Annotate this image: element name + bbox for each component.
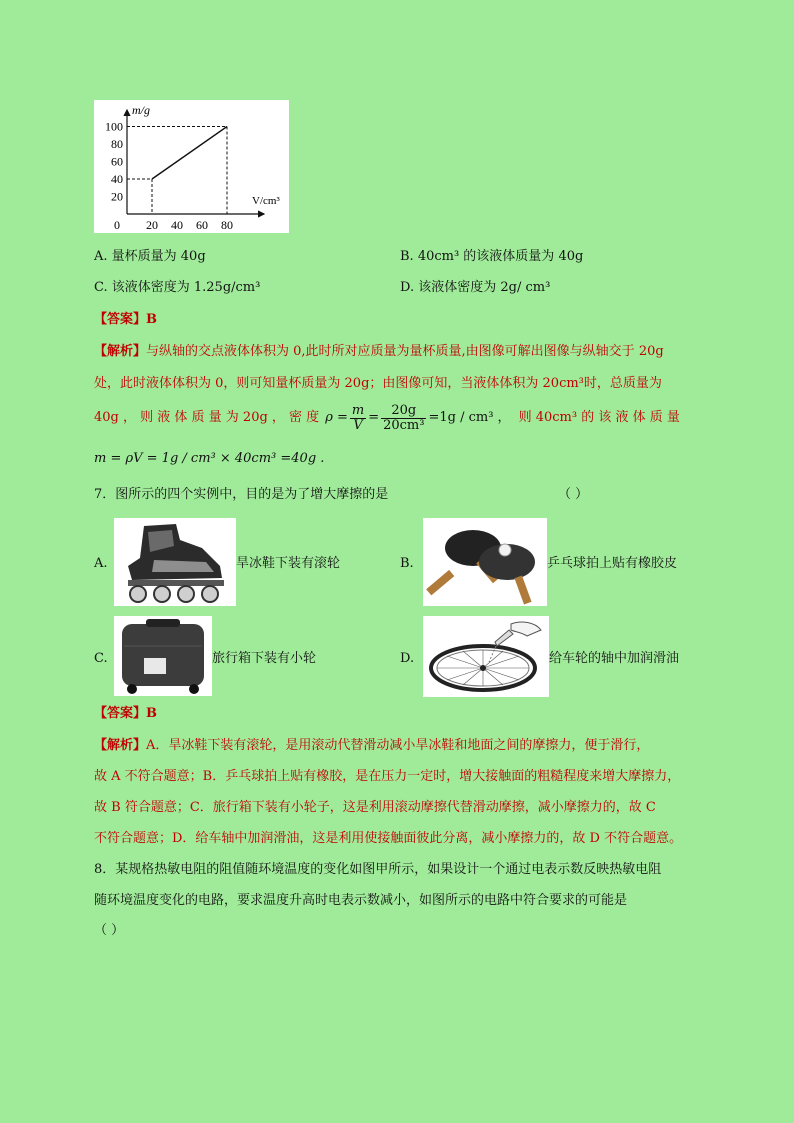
q6-analysis-line3a: 40g ， 则 液 体 质 量 为 20g ， 密 度 bbox=[94, 410, 320, 425]
q7-answer: 【答案】B bbox=[94, 706, 157, 721]
q6-option-d: D. 该液体密度为 2g/ cm³ bbox=[400, 280, 551, 295]
q6-option-b: B. 40cm³ 的该液体质量为 40g bbox=[400, 249, 584, 264]
q7-option-a-text: 旱冰鞋下装有滚轮 bbox=[236, 556, 341, 571]
q7-analysis-line1 bbox=[94, 737, 649, 755]
equals-sign: = bbox=[368, 410, 380, 425]
q6-analysis-line1 bbox=[94, 343, 664, 361]
q7-option-b-text: 乒乓球拍上贴有橡胶皮 bbox=[547, 556, 678, 571]
x-tick-label: 60 bbox=[196, 218, 208, 232]
q7-option-b-letter: B. bbox=[400, 556, 414, 571]
q8-line2: 随环境温度变化的电路，要求温度升高时电表示数减小，如图所示的电路中符合要求的可能是 bbox=[94, 893, 628, 908]
density-result: =1g / cm³ ， bbox=[428, 410, 511, 425]
suitcase-image bbox=[114, 616, 212, 696]
q7-option-c-text: 旅行箱下装有小轮 bbox=[212, 651, 317, 666]
frac2-num: 20g bbox=[381, 404, 426, 419]
x-tick-label: 0 bbox=[114, 218, 120, 232]
q7-stem: 7．图所示的四个实例中，目的是为了增大摩擦的是 bbox=[94, 487, 389, 502]
q7-option-a-letter: A. bbox=[94, 556, 108, 571]
q7-analysis-line3: 故 B 符合题意；C．旅行箱下装有小轮子，这是利用滚动摩擦代替滑动摩擦，减小摩擦力的，故 C bbox=[94, 800, 656, 815]
q6-analysis-text1: 与纵轴的交点液体体积为 0,此时所对应质量为量杯质量,由图像可解出图像与纵轴交于 20g bbox=[146, 344, 664, 359]
frac2-den: 20cm³ bbox=[383, 417, 425, 433]
q7-analysis-tag: 【解析】 bbox=[94, 738, 147, 753]
y-tick-label: 100 bbox=[105, 119, 123, 134]
x-axis-label: V/cm³ bbox=[252, 195, 280, 207]
y-tick-label: 20 bbox=[111, 189, 123, 204]
roller-skate-image bbox=[114, 518, 236, 606]
fraction-20g bbox=[381, 404, 426, 433]
x-tick-label: 40 bbox=[171, 218, 183, 232]
bicycle-wheel-image bbox=[423, 616, 549, 697]
frac1-num: m bbox=[351, 402, 365, 418]
data-line bbox=[152, 127, 227, 180]
frac1-den: V bbox=[353, 417, 363, 433]
q6-answer: 【答案】B bbox=[94, 312, 157, 327]
ping-pong-paddle-image bbox=[423, 518, 547, 606]
graph-svg bbox=[94, 100, 289, 233]
rho-symbol: ρ = bbox=[325, 410, 348, 425]
x-tick-label: 80 bbox=[221, 218, 233, 232]
x-tick-label: 20 bbox=[146, 218, 158, 232]
q7-paren: （ ） bbox=[558, 487, 589, 502]
y-tick-label: 60 bbox=[111, 154, 123, 169]
q7-option-c-letter: C. bbox=[94, 651, 108, 666]
q6-analysis-line2: 处，此时液体体积为 0，则可知量杯质量为 20g；由图像可知，当液体体积为 20cm³时，总质量为 bbox=[94, 376, 662, 391]
q6-option-c: C. 该液体密度为 1.25g/cm³ bbox=[94, 280, 261, 295]
q6-analysis-line4: m = ρV = 1g / cm³ × 40cm³ =40g . bbox=[94, 451, 325, 466]
q7-option-d-letter: D. bbox=[400, 651, 415, 666]
q6-option-a: A. 量杯质量为 40g bbox=[94, 249, 206, 264]
y-axis-label: m/g bbox=[132, 103, 150, 117]
q8-line1: 8．某规格热敏电阻的阻值随环境温度的变化如图甲所示，如果设计一个通过电表示数反映热敏电阻 bbox=[94, 862, 662, 877]
q7-analysis-line2: 故 A 不符合题意；B．乒乓球拍上贴有橡胶，是在压力一定时，增大接触面的粗糙程度来增大摩擦力， bbox=[94, 769, 681, 784]
q7-option-d-text: 给车轮的轴中加润滑油 bbox=[549, 651, 680, 666]
fraction-m-over-v bbox=[350, 404, 366, 433]
y-tick-label: 80 bbox=[111, 137, 123, 151]
y-tick-label: 40 bbox=[111, 172, 123, 186]
q6-analysis-tag: 【解析】 bbox=[94, 344, 147, 359]
q6-analysis-line3b: 则 40cm³ 的 该 液 体 质 量 bbox=[518, 410, 680, 425]
mass-volume-graph bbox=[94, 100, 289, 233]
q8-paren: （ ） bbox=[94, 923, 125, 938]
q7-analysis-line4: 不符合题意；D．给车轴中加润滑油，这是利用使接触面彼此分离，减小摩擦力的，故 D 不符合题意。 bbox=[94, 831, 683, 846]
q7-analysis-text1: A．旱冰鞋下装有滚轮，是用滚动代替滑动减小旱冰鞋和地面之间的摩擦力，便于滑行， bbox=[146, 738, 650, 753]
q6-analysis-line3 bbox=[94, 400, 680, 436]
